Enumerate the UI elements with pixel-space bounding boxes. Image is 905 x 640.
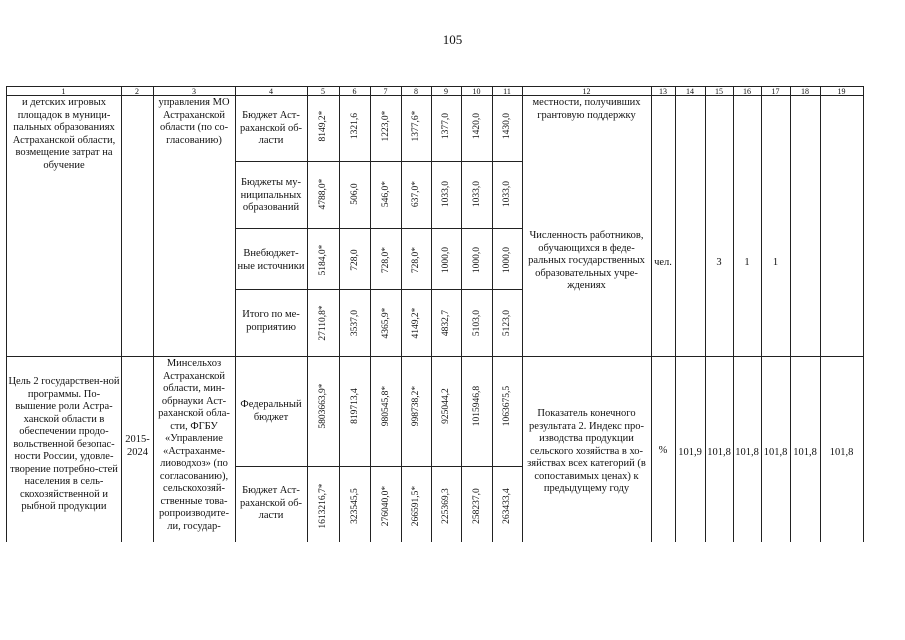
program-table xyxy=(6,86,864,542)
col-line xyxy=(492,86,493,542)
value-cell: 1000,0 xyxy=(471,246,482,274)
header-cell: 6 xyxy=(352,87,357,96)
executor-text: управления МО Астраханской области (по со-гласованию) xyxy=(158,97,230,146)
value-cell: 1377,6* xyxy=(411,110,421,142)
value-cell: 980545,8* xyxy=(380,385,391,427)
col-line xyxy=(705,86,706,542)
header-cell: 19 xyxy=(837,87,846,96)
block-divider xyxy=(6,356,864,357)
value-cell: 1223,0* xyxy=(380,110,391,142)
indicator-unit: % xyxy=(658,445,668,456)
value-cell: 5103,0 xyxy=(471,309,482,337)
row-divider xyxy=(235,161,522,162)
value-cell: 1377,0 xyxy=(441,112,451,140)
header-cell: 4 xyxy=(269,87,273,96)
indicator-value: 101,8 xyxy=(793,447,817,458)
col-line xyxy=(401,86,402,542)
header-cell: 7 xyxy=(383,87,388,96)
col-line xyxy=(820,86,821,542)
page-number: 105 xyxy=(442,32,463,47)
col-line xyxy=(522,86,523,542)
header-cell: 14 xyxy=(686,87,694,96)
value-cell: 4149,2* xyxy=(411,307,421,339)
funding-source: Бюджет Аст-раханской об-ласти xyxy=(239,110,303,146)
funding-source: Федеральный бюджет xyxy=(240,399,302,423)
value-cell: 323545,5 xyxy=(349,488,360,524)
header-cell: 8 xyxy=(414,87,418,96)
indicator-value: 3 xyxy=(716,257,722,268)
header-cell: 17 xyxy=(771,87,780,96)
col-line xyxy=(761,86,762,542)
value-cell: 728,0* xyxy=(380,246,391,274)
col-line xyxy=(235,86,236,542)
event-description: и детских игровых площадок в муници-пальных образованиях Астраханской области, возмещение затрат на обучение xyxy=(12,97,116,171)
col-line xyxy=(6,86,7,542)
value-cell: 506,0 xyxy=(349,183,360,205)
value-cell: 258237,0 xyxy=(471,488,482,524)
header-cell: 9 xyxy=(444,87,448,96)
value-cell: 8149,2* xyxy=(318,110,328,142)
col-line xyxy=(790,86,791,542)
header-cell: 3 xyxy=(192,87,196,96)
col-line xyxy=(461,86,462,542)
value-cell: 5803663,9* xyxy=(318,383,328,429)
value-cell: 1033,0 xyxy=(502,180,512,208)
value-cell: 4365,9* xyxy=(380,307,391,339)
funding-source: Бюджет Аст-раханской об-ласти xyxy=(239,485,303,521)
executor-text: Минсельхоз Астраханской области, мин-обрнауки Аст-раханской обла-сти, ФГБУ «Управление «Астраханме-лиоводхоз» (по согласованию), сельскохозяй-ственные това-ропроизводите-ли, государ- xyxy=(158,358,230,532)
value-cell: 1063675,5 xyxy=(502,385,512,427)
value-cell: 4832,7 xyxy=(441,309,451,337)
value-cell: 266591,5* xyxy=(411,485,421,527)
header-cell: 2 xyxy=(135,87,139,96)
header-cell: 1 xyxy=(61,87,66,96)
indicator-value: 101,8 xyxy=(707,447,731,458)
header-cell: 16 xyxy=(743,87,751,96)
header-cell: 15 xyxy=(715,87,723,96)
col-line xyxy=(651,86,652,542)
col-line xyxy=(675,86,676,542)
value-cell: 5123,0 xyxy=(502,309,512,337)
row-divider xyxy=(235,466,522,467)
row-divider xyxy=(235,228,522,229)
header-cell: 13 xyxy=(659,87,667,96)
col-line xyxy=(863,86,864,542)
indicator-text: Показатель конечного результата 2. Индекс про-изводства продукции сельского хозяйства в хо-зяйствах всех категорий (в сопоставимых ценах) к предыдущему году xyxy=(527,408,646,494)
col-line xyxy=(370,86,371,542)
funding-source: Итого по ме-роприятию xyxy=(242,309,300,333)
value-cell: 998738,2* xyxy=(411,385,421,427)
funding-source: Внебюджет-ные источники xyxy=(237,248,305,272)
value-cell: 1033,0 xyxy=(471,180,482,208)
row-divider xyxy=(235,289,522,290)
col-line xyxy=(431,86,432,542)
col-line xyxy=(733,86,734,542)
col-line xyxy=(121,86,122,542)
indicator-value: 101,8 xyxy=(735,447,759,458)
value-cell: 5184,0* xyxy=(318,244,328,276)
indicator-value: 101,8 xyxy=(829,447,854,458)
indicator-text: Численность работников, обучающихся в феде-ральных государственных образовательных учре-ждениях xyxy=(528,230,645,291)
value-cell: 1613216,7* xyxy=(318,483,328,529)
value-cell: 3537,0 xyxy=(349,309,360,337)
header-cell: 10 xyxy=(472,87,481,96)
goal-description: Цель 2 государствен-ной программы. По-вышение роли Астра-ханской области в обеспечении продо-вольственной безопас-ности России, удовле-творение потребно-стей населения в сель-скохозяйственной и рыбной продукции xyxy=(8,376,120,512)
funding-source: Бюджеты му-ниципальных образований xyxy=(240,177,302,213)
value-cell: 225369,3 xyxy=(441,488,451,524)
value-cell: 546,0* xyxy=(380,180,391,208)
header-cell: 12 xyxy=(582,87,591,96)
col-line xyxy=(307,86,308,542)
value-cell: 1000,0 xyxy=(441,246,451,274)
value-cell: 728,0* xyxy=(411,246,421,274)
value-cell: 4788,0* xyxy=(318,178,328,210)
indicator-value: 1 xyxy=(744,257,750,268)
value-cell: 1420,0 xyxy=(471,112,482,140)
value-cell: 637,0* xyxy=(411,180,421,208)
value-cell: 27110,8* xyxy=(318,305,328,341)
value-cell: 728,0 xyxy=(349,249,360,271)
period-text: 2015-2024 xyxy=(125,434,150,458)
header-cell: 18 xyxy=(801,87,809,96)
value-cell: 276040,0* xyxy=(380,485,391,527)
value-cell: 819713,4 xyxy=(349,388,360,424)
indicator-value: 101,8 xyxy=(763,447,788,458)
indicator-unit: чел. xyxy=(654,257,672,268)
header-cell: 11 xyxy=(503,87,511,96)
indicator-continuation: местности, получивших грантовую поддержку xyxy=(532,97,641,121)
value-cell: 1321,6 xyxy=(349,112,360,140)
col-line xyxy=(153,86,154,542)
value-cell: 1015946,8 xyxy=(471,385,482,427)
value-cell: 1430,0 xyxy=(502,112,512,140)
value-cell: 1033,0 xyxy=(441,180,451,208)
header-cell: 5 xyxy=(321,87,325,96)
indicator-value: 1 xyxy=(772,257,779,268)
value-cell: 1000,0 xyxy=(502,246,512,274)
value-cell: 263433,4 xyxy=(502,488,512,524)
value-cell: 925044,2 xyxy=(441,388,451,424)
indicator-value: 101,9 xyxy=(678,447,702,458)
col-line xyxy=(339,86,340,542)
